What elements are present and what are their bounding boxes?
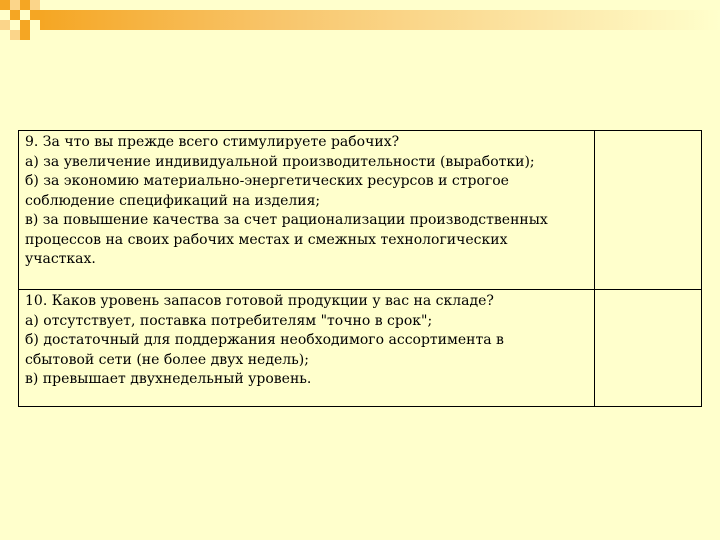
question-title: 10. Каков уровень запасов готовой продукции у вас на складе? — [25, 293, 494, 309]
deco-square — [30, 10, 40, 20]
questionnaire-table — [18, 130, 702, 407]
deco-square — [10, 30, 20, 40]
deco-square — [10, 10, 20, 20]
answer-option: б) за экономию материально-энергетических ресурсов и строгое — [25, 173, 509, 189]
answer-option: в) за повышение качества за счет рационализации производственных — [25, 212, 548, 228]
question-cell — [19, 131, 595, 290]
table-row — [19, 290, 702, 407]
answer-option: сбытовой сети (не более двух недель); — [25, 351, 309, 368]
deco-square — [0, 0, 10, 10]
answer-cell[interactable] — [594, 290, 701, 407]
deco-square — [20, 30, 30, 40]
deco-square — [0, 20, 10, 30]
answer-option: а) отсутствует, поставка потребителям "точно в срок"; — [25, 312, 433, 329]
answer-option: участках. — [25, 251, 96, 267]
question-cell — [19, 290, 595, 407]
answer-option: соблюдение спецификаций на изделия; — [25, 192, 321, 209]
deco-square — [20, 0, 30, 10]
header-gradient-bar — [40, 10, 720, 30]
answer-option: а) за увеличение индивидуальной производительности (выработки); — [25, 153, 535, 170]
answer-option: в) превышает двухнедельный уровень. — [25, 371, 312, 387]
answer-option: процессов на своих рабочих местах и смежных технологических — [25, 231, 508, 248]
question-title: 9. За что вы прежде всего стимулируете рабочих? — [25, 134, 400, 150]
answer-option: б) достаточный для поддержания необходимого ассортимента в — [25, 332, 504, 348]
table-row — [19, 131, 702, 290]
deco-square — [10, 0, 20, 10]
deco-square — [20, 20, 30, 30]
answer-cell[interactable] — [594, 131, 701, 290]
deco-square — [30, 0, 40, 10]
